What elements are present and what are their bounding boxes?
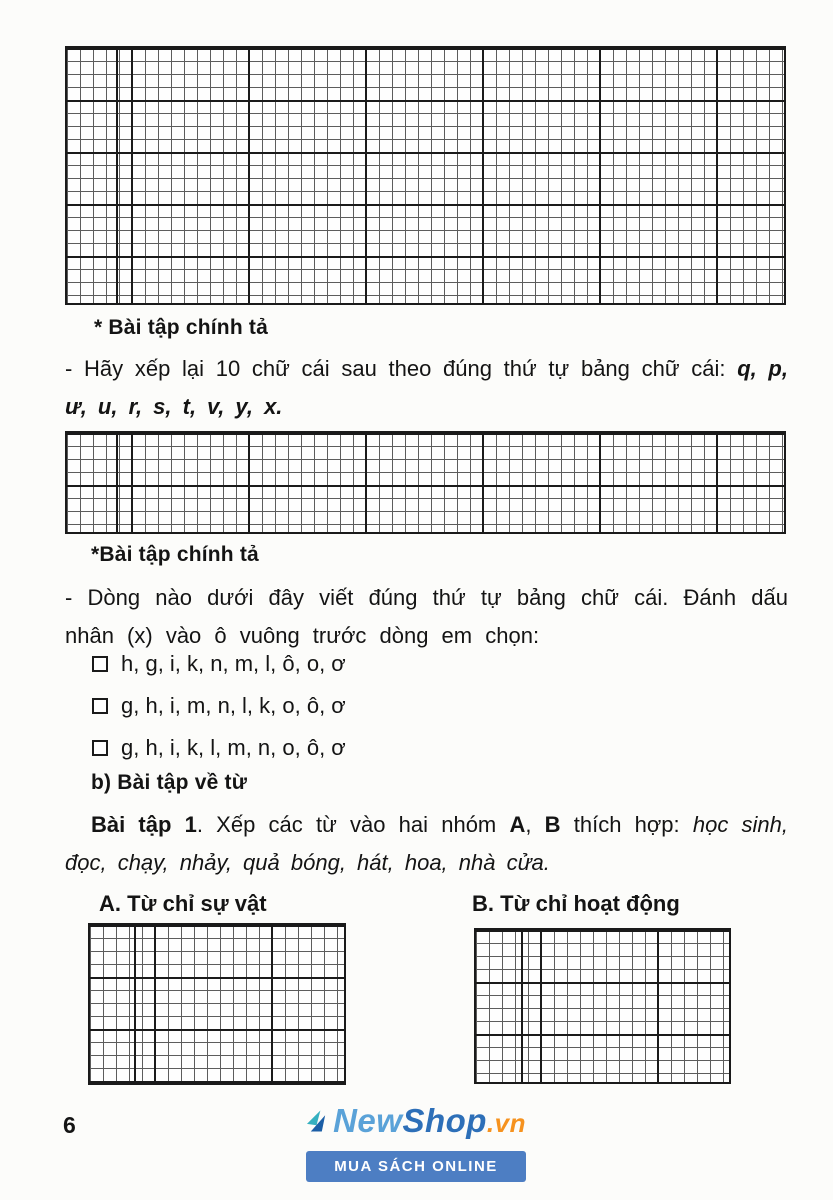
word-exercise-text-2: thích hợp: <box>560 812 693 837</box>
answer-checkbox-1[interactable] <box>92 656 108 672</box>
writing-grid-column-a[interactable] <box>88 923 346 1085</box>
word-exercise-label: Bài tập 1 <box>91 812 197 837</box>
page-number: 6 <box>63 1112 76 1138</box>
group-a-letter: A <box>509 812 526 837</box>
group-b-letter: B <box>544 812 561 837</box>
brand-new: New <box>333 1102 403 1139</box>
writing-grid-answer[interactable] <box>65 431 786 534</box>
newshop-arrow-icon <box>306 1098 327 1144</box>
answer-checkbox-2[interactable] <box>92 698 108 714</box>
word-exercise-text-1: . Xếp các từ vào hai nhóm <box>196 812 510 837</box>
answer-checkbox-3[interactable] <box>92 740 108 756</box>
exercise2-heading: *Bài tập chính tả <box>91 543 259 566</box>
exercise1-instruction-text: - Hãy xếp lại 10 chữ cái sau theo đúng thứ tự bảng chữ cái: <box>65 356 738 381</box>
newshop-brand-text <box>333 1102 526 1140</box>
answer-option-3-label: g, h, i, k, l, m, n, o, ô, ơ <box>121 735 346 760</box>
word-exercise-1 <box>65 806 788 882</box>
brand-shop: Shop <box>402 1102 487 1139</box>
answer-option-3 <box>92 735 346 761</box>
answer-option-1 <box>92 651 346 677</box>
brand-tld: .vn <box>486 1108 526 1138</box>
word-list: học sinh, đọc, chạy, nhảy, quả bóng, hát, hoa, nhà cửa. <box>65 812 788 875</box>
newshop-logo <box>306 1096 526 1182</box>
writing-grid-column-b[interactable] <box>474 928 731 1084</box>
exercise1-letter-list: q, p, ư, u, r, s, t, v, y, x. <box>65 356 788 419</box>
exercise1-instruction <box>65 350 788 426</box>
exercise2-instruction-text: - Dòng nào dưới đây viết đúng thứ tự bảng chữ cái. Đánh dấu nhân (x) vào ô vuông trước dòng em chọn: <box>65 585 788 648</box>
answer-option-1-label: h, g, i, k, n, m, l, ô, o, ơ <box>121 651 346 676</box>
column-b-title: B. Từ chỉ hoạt động <box>472 891 680 916</box>
writing-grid-top[interactable] <box>65 46 786 305</box>
exercise2-instruction <box>65 579 788 655</box>
column-a-title: A. Từ chỉ sự vật <box>99 891 267 916</box>
newshop-brand-row <box>306 1096 526 1146</box>
section-b-heading: b) Bài tập về từ <box>91 771 248 794</box>
group-separator: , <box>525 812 545 837</box>
newshop-banner: MUA SÁCH ONLINE <box>306 1151 526 1182</box>
exercise1-heading: * Bài tập chính tả <box>94 316 268 339</box>
answer-option-2 <box>92 693 346 719</box>
answer-option-2-label: g, h, i, m, n, l, k, o, ô, ơ <box>121 693 346 718</box>
